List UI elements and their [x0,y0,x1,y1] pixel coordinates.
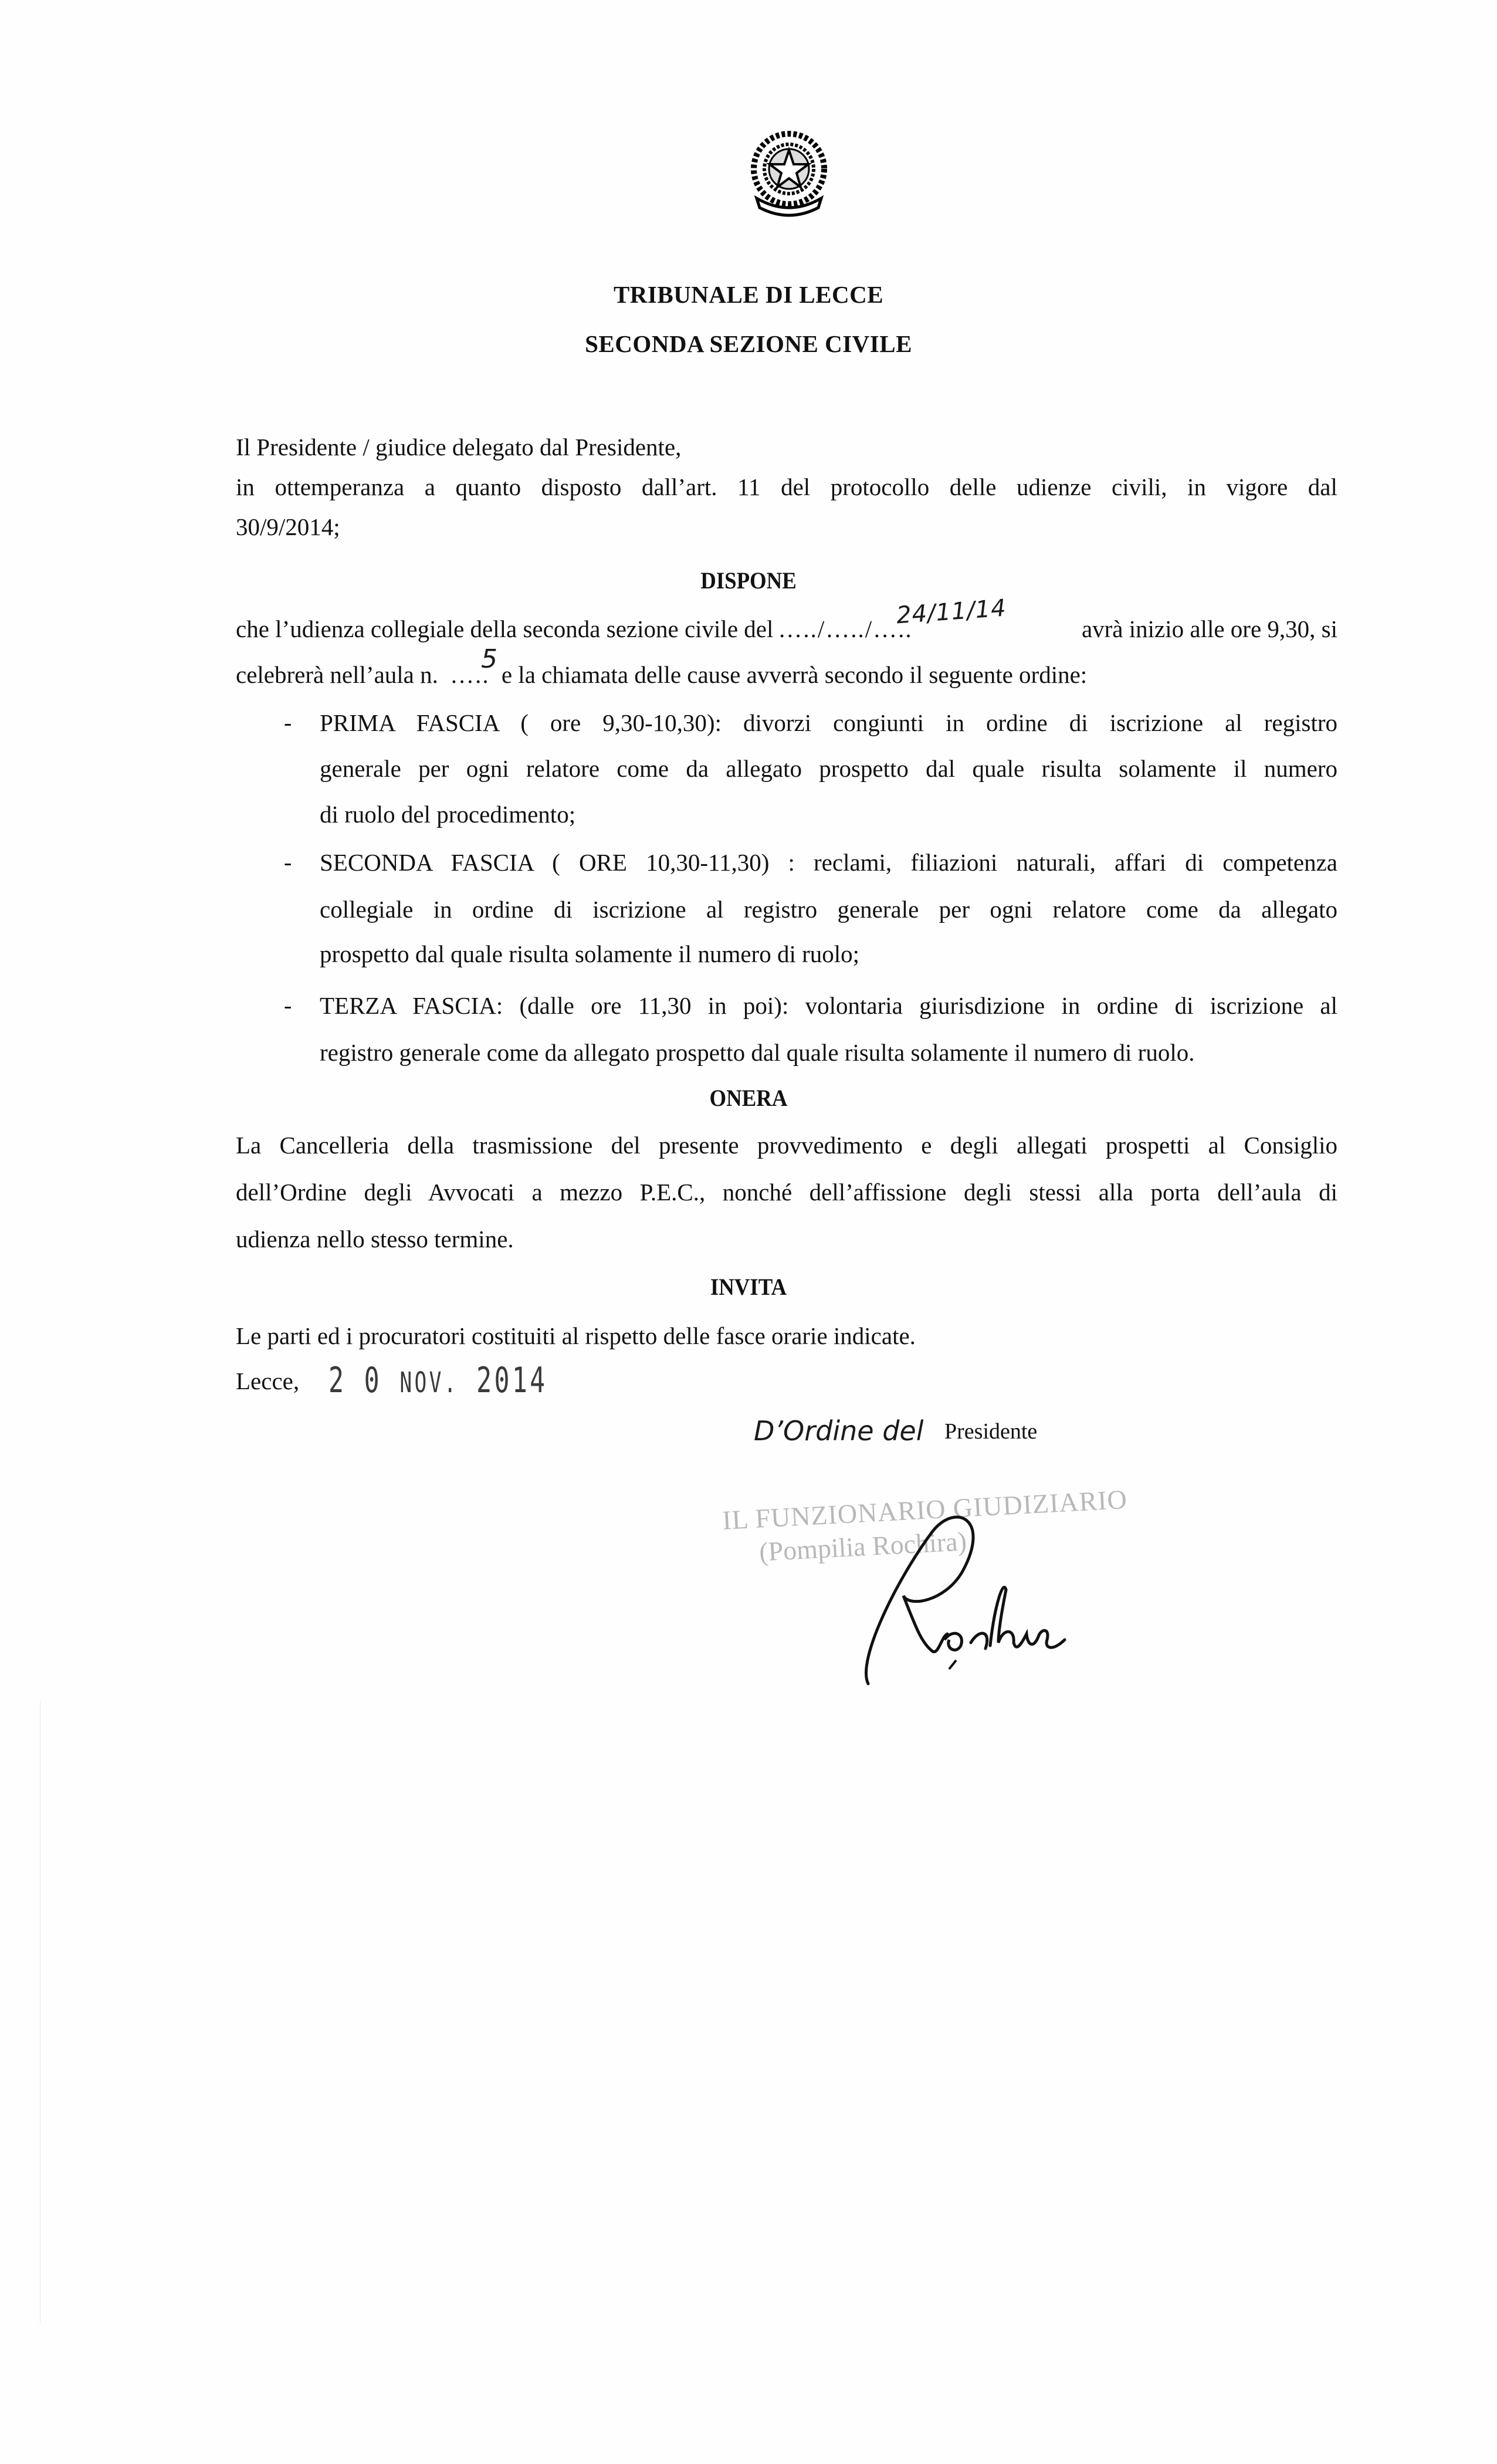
dispone-line-1-before: che l’udienza collegiale della seconda sezione civile del [236,615,774,642]
room-fill-dots: ….. [450,661,490,688]
intro-line-2-word: delle [949,473,997,500]
dispone-line-2-before: celebrerà nell’aula n. [236,661,438,688]
court-title: TRIBUNALE DI LECCE [613,281,884,308]
italian-republic-emblem-icon [748,129,830,217]
onera-line-2: dell’Ordine degli Avvocati a mezzo P.E.C., nonché dell’affissione degli stessi alla porta dell’aula di [236,1179,1337,1206]
intro-line-2-word: in [1187,473,1206,500]
handwritten-room-number: 5 [481,644,497,674]
intro-line-1: Il Presidente / giudice delegato dal Presidente, [236,434,682,461]
place-label: Lecce, [236,1368,300,1395]
stamp-name: (Pompilia Rochira) [758,1526,968,1567]
fascia-2-line-3: prospetto dal quale risulta solamente il numero di ruolo; [320,940,860,967]
intro-line-2-word: vigore [1226,473,1288,500]
dispone-heading: DISPONE [700,567,797,594]
dispone-line-1 [236,615,1337,643]
dispone-line-2-after: e la chiamata delle cause avverrà secondo il seguente ordine: [501,661,1088,688]
date-stamp-day: 2 0 [328,1360,382,1401]
intro-line-2 [236,473,1337,501]
date-fill-dots: …../…../….. [778,615,913,642]
fascia-3-line-1: TERZA FASCIA: (dalle ore 11,30 in poi): volontaria giurisdizione in ordine di iscrizione al [320,992,1337,1019]
date-stamp-year: 2014 [476,1360,548,1401]
fascia-2-line-1: SECONDA FASCIA ( ORE 10,30-11,30) : reclami, filiazioni naturali, affari di competenza [320,849,1337,876]
intro-line-2-word: 11 [737,473,761,500]
handwritten-hearing-date: 24/11/14 [895,594,1008,629]
printed-presidente: Presidente [944,1419,1038,1444]
date-stamp [328,1360,547,1401]
fascia-1-line-1: PRIMA FASCIA ( ore 9,30-10,30): divorzi congiunti in ordine di iscrizione al registro [320,709,1337,736]
fascia-1-line-3: di ruolo del procedimento; [320,801,576,828]
intro-line-2-word: a [424,473,435,500]
onera-heading: ONERA [709,1085,788,1111]
invita-heading: INVITA [710,1274,787,1300]
intro-line-3: 30/9/2014; [236,513,340,540]
intro-line-2-word: udienze [1016,473,1092,500]
intro-line-2-word: dall’art. [641,473,717,500]
dispone-line-2 [236,661,1087,689]
section-title: SECONDA SEZIONE CIVILE [585,330,912,357]
invita-line: Le parti ed i procuratori costituiti al rispetto delle fasce orarie indicate. [236,1322,916,1349]
handwritten-order-prefix: D’Ordine del [754,1415,924,1447]
intro-line-2-word: del [781,473,811,500]
stamp-title: IL FUNZIONARIO GIUDIZIARIO [722,1484,1128,1535]
intro-line-2-word: disposto [541,473,622,500]
intro-line-2-word: ottemperanza [275,473,405,500]
list-bullet: - [284,992,292,1018]
intro-line-2-word: protocollo [830,473,930,500]
intro-line-2-word: dal [1308,473,1337,500]
list-bullet: - [284,849,292,875]
fascia-1-line-2: generale per ogni relatore come da allegato prospetto dal quale risulta solamente il numero [320,755,1337,782]
list-bullet: - [284,709,292,736]
onera-line-3: udienza nello stesso termine. [236,1226,514,1253]
intro-line-2-word: quanto [455,473,521,500]
date-stamp-month: NOV. [399,1366,459,1399]
intro-line-2-word: in [236,473,255,500]
handwritten-signature [845,1508,1091,1695]
intro-line-2-word: civili, [1112,473,1167,500]
dispone-line-1-after: avrà inizio alle ore 9,30, si [1081,615,1337,642]
onera-line-1: La Cancelleria della trasmissione del presente provvedimento e degli allegati prospetti al Consiglio [236,1132,1337,1159]
fascia-3-line-2: registro generale come da allegato prospetto dal quale risulta solamente il numero di ruolo. [320,1039,1195,1066]
fascia-2-line-2: collegiale in ordine di iscrizione al registro generale per ogni relatore come da allegato [320,896,1337,923]
